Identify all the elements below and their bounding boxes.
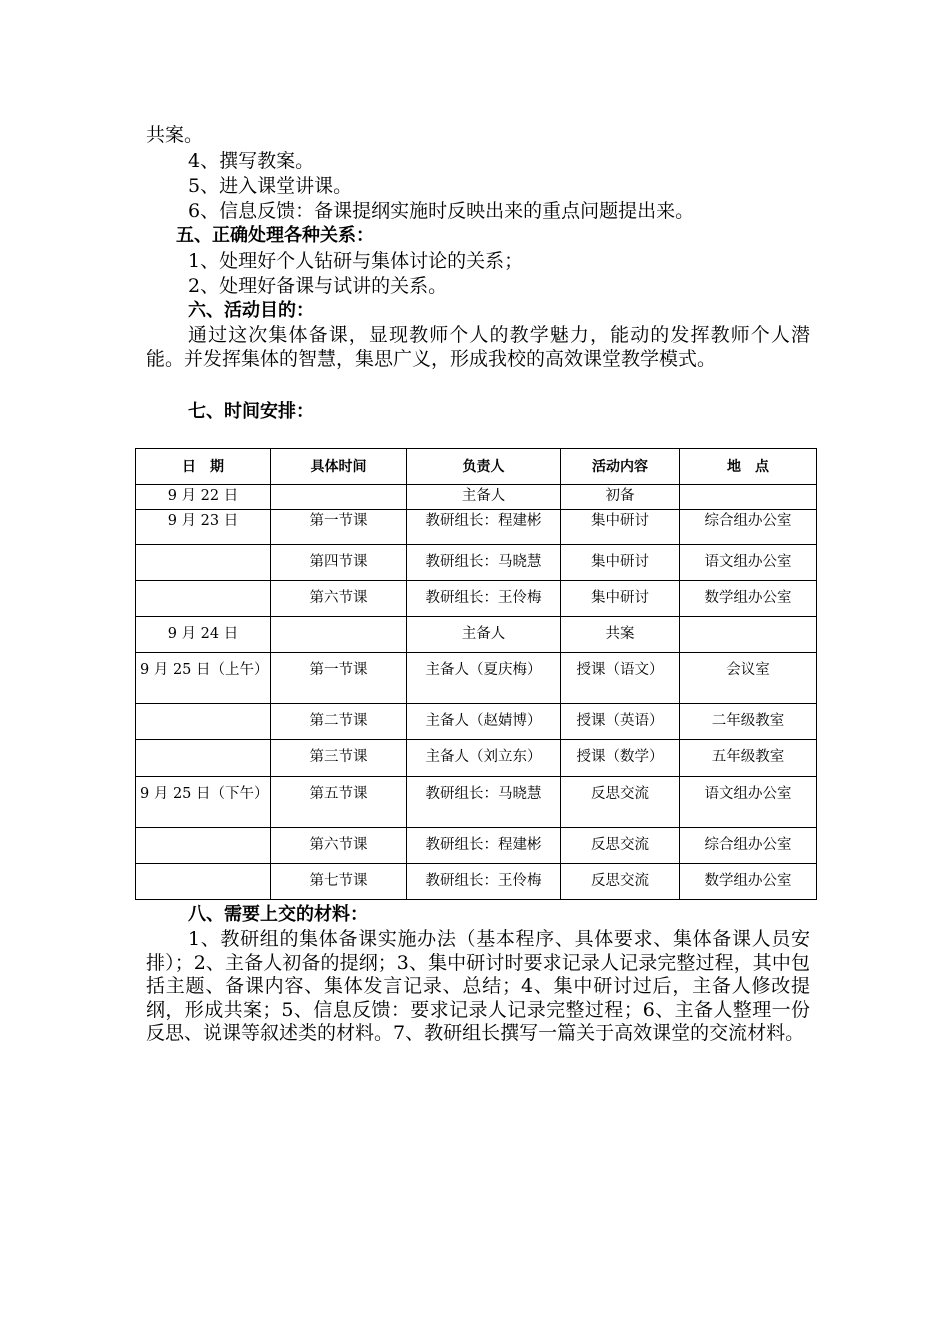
table-cell: 主备人（刘立东）	[407, 740, 561, 777]
table-cell: 第一节课	[271, 653, 407, 704]
table-row	[136, 581, 817, 617]
table-cell	[136, 740, 271, 777]
section-heading-5: 五、正确处理各种关系：	[176, 225, 374, 246]
table-cell: 9 月 23 日	[136, 510, 271, 545]
table-cell	[136, 828, 271, 864]
table-cell: 授课（语文）	[561, 653, 680, 704]
table-cell: 9 月 25 日（下午）	[136, 777, 271, 828]
table-cell: 五年级教室	[680, 740, 817, 777]
table-row	[136, 545, 817, 581]
table-cell: 教研组长：程建彬	[407, 828, 561, 864]
table-cell: 主备人	[407, 617, 561, 653]
table-cell: 第六节课	[271, 828, 407, 864]
table-cell: 初备	[561, 485, 680, 510]
table-cell	[680, 617, 817, 653]
table-cell: 数学组办公室	[680, 864, 817, 900]
table-cell: 数学组办公室	[680, 581, 817, 617]
table-cell: 授课（英语）	[561, 704, 680, 740]
list-item: 2、处理好备课与试讲的关系。	[188, 275, 448, 297]
table-header-row	[136, 449, 817, 485]
table-cell	[136, 545, 271, 581]
table-cell: 第五节课	[271, 777, 407, 828]
section-heading-7: 七、时间安排：	[188, 401, 314, 422]
table-row	[136, 485, 817, 510]
table-cell: 集中研讨	[561, 581, 680, 617]
table-cell: 第一节课	[271, 510, 407, 545]
paragraph-materials: 1、教研组的集体备课实施办法（基本程序、具体要求、集体备课人员安排）；2、主备人初备的提纲；3、集中研讨时要求记录人记录完整过程，其中包括主题、备课内容、集体发言记录、总结；4、集中研讨过后，主备人修改提纲，形成共案；5、信息反馈：要求记录人记录完整过程；6、主备人整理一份反思、说课等叙述类的材料。7、教研组长撰写一篇关于高效课堂的交流材料。	[146, 928, 810, 1044]
table-cell: 集中研讨	[561, 545, 680, 581]
table-cell	[680, 485, 817, 510]
column-header: 地 点	[680, 449, 817, 485]
table-cell	[136, 864, 271, 900]
column-header: 具体时间	[271, 449, 407, 485]
table-cell: 语文组办公室	[680, 545, 817, 581]
table-cell: 授课（数学）	[561, 740, 680, 777]
table-cell: 语文组办公室	[680, 777, 817, 828]
table-cell: 教研组长：马晓慧	[407, 545, 561, 581]
table-cell: 9 月 24 日	[136, 617, 271, 653]
column-header: 活动内容	[561, 449, 680, 485]
table-row	[136, 777, 817, 828]
table-row	[136, 828, 817, 864]
table-row	[136, 740, 817, 777]
text-line: 4、撰写教案。	[188, 150, 315, 172]
table-row	[136, 704, 817, 740]
table-cell: 集中研讨	[561, 510, 680, 545]
table-cell: 9 月 25 日（上午）	[136, 653, 271, 704]
table-cell: 会议室	[680, 653, 817, 704]
paragraph-purpose: 通过这次集体备课，显现教师个人的教学魅力，能动的发挥教师个人潜能。并发挥集体的智慧，集思广义，形成我校的高效课堂教学模式。	[146, 324, 810, 370]
table-cell: 教研组长：王伶梅	[407, 864, 561, 900]
table-cell: 主备人（赵婧博）	[407, 704, 561, 740]
table-cell: 教研组长：程建彬	[407, 510, 561, 545]
table-cell: 教研组长：马晓慧	[407, 777, 561, 828]
column-header: 日 期	[136, 449, 271, 485]
table-cell: 二年级教室	[680, 704, 817, 740]
section-heading-6: 六、活动目的：	[188, 300, 314, 321]
table-cell: 9 月 22 日	[136, 485, 271, 510]
table-cell: 第二节课	[271, 704, 407, 740]
table-row	[136, 617, 817, 653]
table-cell	[271, 485, 407, 510]
text-line: 5、进入课堂讲课。	[188, 175, 353, 197]
table-cell: 第三节课	[271, 740, 407, 777]
table-cell: 综合组办公室	[680, 510, 817, 545]
table-cell: 第六节课	[271, 581, 407, 617]
table-row	[136, 510, 817, 545]
table-cell: 主备人	[407, 485, 561, 510]
column-header: 负责人	[407, 449, 561, 485]
table-row	[136, 653, 817, 704]
table-cell	[136, 704, 271, 740]
table-cell: 第四节课	[271, 545, 407, 581]
table-cell	[136, 581, 271, 617]
list-item: 1、处理好个人钻研与集体讨论的关系；	[188, 250, 524, 272]
table-row	[136, 864, 817, 900]
table-cell: 反思交流	[561, 864, 680, 900]
table-cell: 主备人（夏庆梅）	[407, 653, 561, 704]
table-cell: 反思交流	[561, 777, 680, 828]
table-cell: 反思交流	[561, 828, 680, 864]
schedule-table	[135, 448, 817, 900]
section-heading-8: 八、需要上交的材料：	[188, 904, 368, 925]
table-cell: 共案	[561, 617, 680, 653]
table-cell: 综合组办公室	[680, 828, 817, 864]
text-line: 共案。	[146, 124, 204, 146]
table-cell: 教研组长：王伶梅	[407, 581, 561, 617]
table-cell: 第七节课	[271, 864, 407, 900]
text-line: 6、信息反馈：备课提纲实施时反映出来的重点问题提出来。	[188, 200, 695, 222]
table-cell	[271, 617, 407, 653]
